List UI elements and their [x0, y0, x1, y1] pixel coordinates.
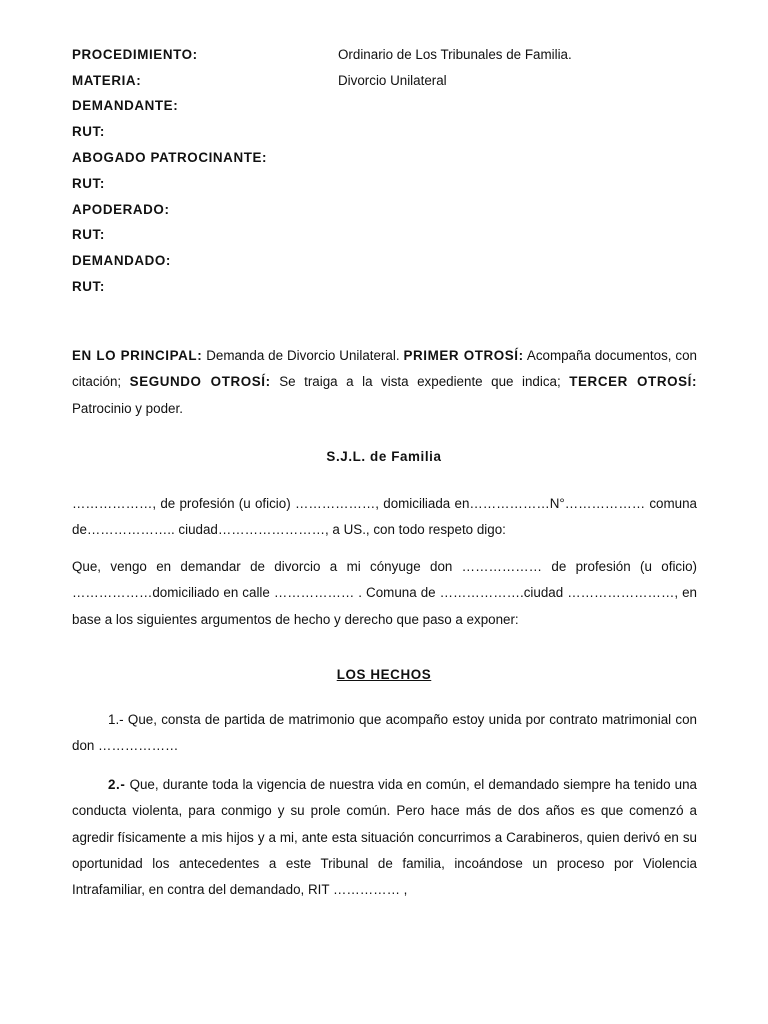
header-label: RUT: — [72, 227, 105, 242]
header-label: APODERADO: — [72, 202, 170, 217]
header-label: MATERIA: — [72, 73, 142, 88]
fact-number: 1.- — [108, 712, 124, 727]
primer-otrosi-text: Acompaña documentos, con citación; — [72, 348, 698, 390]
fact-2 — [72, 772, 697, 903]
fact-number: 2.- — [108, 777, 126, 792]
header-row-demandado — [72, 251, 712, 271]
header-label: RUT: — [72, 279, 105, 294]
header-value: Divorcio Unilateral — [338, 73, 447, 88]
header-row-abogado — [72, 148, 712, 168]
summary-paragraph — [72, 343, 697, 422]
header-row-apoderado — [72, 200, 712, 220]
tercer-otrosi-text: Patrocinio y poder. — [72, 400, 183, 416]
fact-text: Que, consta de partida de matrimonio que acompaño estoy unida por contrato matrimonial con don ……………… — [72, 712, 697, 754]
header-label: DEMANDADO: — [72, 253, 171, 268]
demand-paragraph: Que, vengo en demandar de divorcio a mi cónyuge don ……………… de profesión (u oficio) ………………domiciliado en calle ……………… . Comuna de ……………….ciudad ……………………, en base a los siguientes argumentos de hecho y derecho que paso a exponer: — [72, 559, 697, 627]
principal-text: Demanda de Divorcio Unilateral. — [202, 348, 404, 363]
header-row-rut-abogado — [72, 174, 712, 194]
header-row-materia — [72, 71, 712, 91]
header-label: RUT: — [72, 176, 105, 191]
intro-paragraph: ………………, de profesión (u oficio) ………………, domiciliada en………………N°……………… comuna de……………….. ciudad……………………, a US., con todo respeto digo: — [72, 496, 697, 538]
header-label: RUT: — [72, 124, 105, 139]
segundo-otrosi-text: Se traiga a la vista expediente que indica; — [270, 374, 570, 390]
fact-1 — [72, 707, 697, 760]
primer-otrosi-label: PRIMER OTROSÍ: — [403, 348, 524, 363]
header-label: ABOGADO PATROCINANTE: — [72, 150, 268, 165]
header-row-demandante — [72, 96, 712, 116]
header-row-rut-demandado — [72, 277, 712, 297]
header-row-rut-demandante — [72, 122, 712, 142]
header-label: DEMANDANTE: — [72, 98, 179, 113]
tercer-otrosi-label: TERCER OTROSÍ: — [569, 374, 698, 390]
fact-text: Que, durante toda la vigencia de nuestra vida en común, el demandado siempre ha tenido una conducta violenta, para conmigo y su prole común. Pero hace más de dos años es que comenzó a agredir físicamente a mis hijos y a mi, ante esta situación concurrimos a Carabineros, quien derivó en su oportunidad los antecedentes a este Tribunal de familia, incoándose un proceso por Violencia Intrafamiliar, en contra del demandado, RIT …………… , — [72, 777, 697, 898]
header-row-rut-apoderado — [72, 225, 712, 245]
header-label: PROCEDIMIENTO: — [72, 47, 198, 62]
segundo-otrosi-label: SEGUNDO OTROSÍ: — [129, 374, 271, 390]
addressee-title: S.J.L. de Familia — [326, 449, 442, 464]
section-title-los-hechos: LOS HECHOS — [336, 667, 432, 682]
header-value: Ordinario de Los Tribunales de Familia. — [338, 47, 572, 62]
header-row-procedimiento — [72, 45, 712, 65]
principal-label: EN LO PRINCIPAL: — [72, 348, 203, 363]
